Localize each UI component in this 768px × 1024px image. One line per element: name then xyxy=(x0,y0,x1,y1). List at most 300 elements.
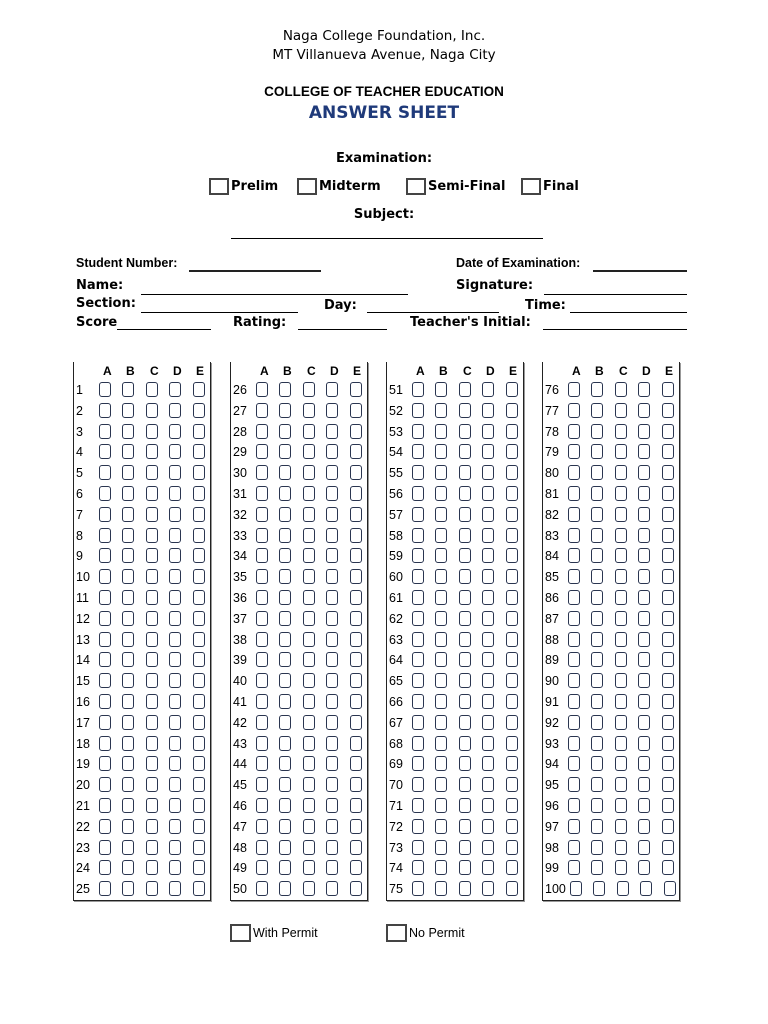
answer-bubble-c[interactable] xyxy=(615,777,627,792)
answer-bubble-b[interactable] xyxy=(591,507,603,522)
answer-bubble-c[interactable] xyxy=(146,403,158,418)
answer-bubble-b[interactable] xyxy=(435,652,447,667)
answer-bubble-e[interactable] xyxy=(506,611,518,626)
answer-bubble-d[interactable] xyxy=(326,715,338,730)
answer-bubble-e[interactable] xyxy=(350,465,362,480)
answer-bubble-e[interactable] xyxy=(193,569,205,584)
answer-bubble-d[interactable] xyxy=(638,632,650,647)
answer-bubble-b[interactable] xyxy=(591,632,603,647)
answer-bubble-b[interactable] xyxy=(591,403,603,418)
answer-bubble-a[interactable] xyxy=(412,673,424,688)
answer-bubble-c[interactable] xyxy=(303,528,315,543)
answer-bubble-c[interactable] xyxy=(146,840,158,855)
answer-bubble-b[interactable] xyxy=(122,694,134,709)
answer-bubble-b[interactable] xyxy=(122,486,134,501)
answer-bubble-b[interactable] xyxy=(435,465,447,480)
answer-bubble-a[interactable] xyxy=(568,569,580,584)
answer-bubble-b[interactable] xyxy=(122,860,134,875)
answer-bubble-a[interactable] xyxy=(412,569,424,584)
answer-bubble-b[interactable] xyxy=(435,860,447,875)
answer-bubble-a[interactable] xyxy=(412,632,424,647)
answer-bubble-d[interactable] xyxy=(326,840,338,855)
answer-bubble-c[interactable] xyxy=(615,819,627,834)
answer-bubble-e[interactable] xyxy=(193,548,205,563)
answer-bubble-a[interactable] xyxy=(412,382,424,397)
exam-option-semi-final[interactable] xyxy=(406,178,505,195)
answer-bubble-c[interactable] xyxy=(303,486,315,501)
answer-bubble-a[interactable] xyxy=(568,382,580,397)
answer-bubble-a[interactable] xyxy=(412,548,424,563)
answer-bubble-d[interactable] xyxy=(169,881,181,896)
answer-bubble-b[interactable] xyxy=(279,840,291,855)
answer-bubble-a[interactable] xyxy=(568,860,580,875)
answer-bubble-c[interactable] xyxy=(146,652,158,667)
answer-bubble-a[interactable] xyxy=(99,632,111,647)
answer-bubble-b[interactable] xyxy=(435,819,447,834)
answer-bubble-b[interactable] xyxy=(591,465,603,480)
answer-bubble-b[interactable] xyxy=(591,756,603,771)
answer-bubble-d[interactable] xyxy=(326,528,338,543)
answer-bubble-a[interactable] xyxy=(99,590,111,605)
answer-bubble-d[interactable] xyxy=(482,382,494,397)
answer-bubble-c[interactable] xyxy=(303,590,315,605)
answer-bubble-c[interactable] xyxy=(303,382,315,397)
answer-bubble-c[interactable] xyxy=(146,548,158,563)
answer-bubble-d[interactable] xyxy=(169,403,181,418)
answer-bubble-a[interactable] xyxy=(256,777,268,792)
answer-bubble-c[interactable] xyxy=(459,673,471,688)
answer-bubble-e[interactable] xyxy=(506,756,518,771)
answer-bubble-c[interactable] xyxy=(303,756,315,771)
answer-bubble-d[interactable] xyxy=(482,860,494,875)
answer-bubble-a[interactable] xyxy=(412,444,424,459)
answer-bubble-a[interactable] xyxy=(568,819,580,834)
answer-bubble-d[interactable] xyxy=(482,673,494,688)
answer-bubble-a[interactable] xyxy=(99,465,111,480)
answer-bubble-b[interactable] xyxy=(279,382,291,397)
answer-bubble-a[interactable] xyxy=(412,465,424,480)
answer-bubble-d[interactable] xyxy=(638,507,650,522)
checkbox-icon[interactable] xyxy=(521,178,541,195)
answer-bubble-a[interactable] xyxy=(256,569,268,584)
answer-bubble-e[interactable] xyxy=(350,798,362,813)
answer-bubble-d[interactable] xyxy=(638,860,650,875)
answer-bubble-e[interactable] xyxy=(662,756,674,771)
answer-bubble-e[interactable] xyxy=(193,819,205,834)
answer-bubble-a[interactable] xyxy=(412,403,424,418)
answer-bubble-a[interactable] xyxy=(568,777,580,792)
answer-bubble-c[interactable] xyxy=(615,652,627,667)
answer-bubble-a[interactable] xyxy=(256,507,268,522)
answer-bubble-d[interactable] xyxy=(638,424,650,439)
answer-bubble-e[interactable] xyxy=(506,881,518,896)
answer-bubble-a[interactable] xyxy=(99,819,111,834)
answer-bubble-a[interactable] xyxy=(99,756,111,771)
answer-bubble-c[interactable] xyxy=(615,694,627,709)
answer-bubble-e[interactable] xyxy=(506,444,518,459)
answer-bubble-d[interactable] xyxy=(638,840,650,855)
answer-bubble-c[interactable] xyxy=(303,715,315,730)
answer-bubble-a[interactable] xyxy=(99,777,111,792)
answer-bubble-e[interactable] xyxy=(662,569,674,584)
answer-bubble-b[interactable] xyxy=(435,424,447,439)
answer-bubble-d[interactable] xyxy=(638,777,650,792)
answer-bubble-d[interactable] xyxy=(326,382,338,397)
answer-bubble-d[interactable] xyxy=(482,507,494,522)
answer-bubble-b[interactable] xyxy=(435,736,447,751)
answer-bubble-b[interactable] xyxy=(122,881,134,896)
answer-bubble-e[interactable] xyxy=(193,756,205,771)
answer-bubble-a[interactable] xyxy=(412,756,424,771)
answer-bubble-e[interactable] xyxy=(662,860,674,875)
answer-bubble-d[interactable] xyxy=(169,736,181,751)
answer-bubble-e[interactable] xyxy=(506,548,518,563)
answer-bubble-d[interactable] xyxy=(482,777,494,792)
answer-bubble-d[interactable] xyxy=(638,694,650,709)
answer-bubble-b[interactable] xyxy=(279,756,291,771)
answer-bubble-b[interactable] xyxy=(435,673,447,688)
answer-bubble-e[interactable] xyxy=(506,652,518,667)
answer-bubble-a[interactable] xyxy=(256,486,268,501)
answer-bubble-c[interactable] xyxy=(303,403,315,418)
answer-bubble-c[interactable] xyxy=(146,881,158,896)
answer-bubble-e[interactable] xyxy=(193,860,205,875)
no-permit-option[interactable] xyxy=(386,924,465,942)
answer-bubble-c[interactable] xyxy=(615,860,627,875)
answer-bubble-c[interactable] xyxy=(459,528,471,543)
answer-bubble-b[interactable] xyxy=(122,507,134,522)
answer-bubble-e[interactable] xyxy=(350,840,362,855)
with-permit-option[interactable] xyxy=(230,924,318,942)
answer-bubble-b[interactable] xyxy=(279,424,291,439)
answer-bubble-d[interactable] xyxy=(169,444,181,459)
answer-bubble-a[interactable] xyxy=(568,403,580,418)
answer-bubble-e[interactable] xyxy=(506,715,518,730)
answer-bubble-d[interactable] xyxy=(169,382,181,397)
answer-bubble-e[interactable] xyxy=(350,507,362,522)
answer-bubble-a[interactable] xyxy=(99,673,111,688)
answer-bubble-d[interactable] xyxy=(326,590,338,605)
answer-bubble-e[interactable] xyxy=(193,382,205,397)
answer-bubble-d[interactable] xyxy=(638,403,650,418)
answer-bubble-e[interactable] xyxy=(506,424,518,439)
answer-bubble-a[interactable] xyxy=(568,736,580,751)
answer-bubble-b[interactable] xyxy=(279,569,291,584)
answer-bubble-e[interactable] xyxy=(350,819,362,834)
answer-bubble-b[interactable] xyxy=(279,881,291,896)
answer-bubble-d[interactable] xyxy=(326,819,338,834)
answer-bubble-d[interactable] xyxy=(482,840,494,855)
answer-bubble-e[interactable] xyxy=(662,444,674,459)
answer-bubble-e[interactable] xyxy=(193,528,205,543)
answer-bubble-c[interactable] xyxy=(615,840,627,855)
answer-bubble-b[interactable] xyxy=(435,444,447,459)
answer-bubble-a[interactable] xyxy=(568,798,580,813)
answer-bubble-e[interactable] xyxy=(662,548,674,563)
answer-bubble-e[interactable] xyxy=(350,777,362,792)
answer-bubble-b[interactable] xyxy=(435,777,447,792)
answer-bubble-d[interactable] xyxy=(482,756,494,771)
answer-bubble-c[interactable] xyxy=(459,819,471,834)
answer-bubble-c[interactable] xyxy=(146,507,158,522)
answer-bubble-d[interactable] xyxy=(326,632,338,647)
answer-bubble-d[interactable] xyxy=(169,777,181,792)
answer-bubble-b[interactable] xyxy=(435,840,447,855)
answer-bubble-c[interactable] xyxy=(459,590,471,605)
answer-bubble-d[interactable] xyxy=(638,486,650,501)
answer-bubble-b[interactable] xyxy=(591,694,603,709)
answer-bubble-a[interactable] xyxy=(412,777,424,792)
answer-bubble-b[interactable] xyxy=(122,756,134,771)
answer-bubble-a[interactable] xyxy=(412,819,424,834)
answer-bubble-b[interactable] xyxy=(122,777,134,792)
answer-bubble-b[interactable] xyxy=(279,590,291,605)
answer-bubble-b[interactable] xyxy=(591,590,603,605)
name-line[interactable] xyxy=(141,294,408,295)
answer-bubble-d[interactable] xyxy=(638,652,650,667)
answer-bubble-e[interactable] xyxy=(193,777,205,792)
answer-bubble-c[interactable] xyxy=(303,736,315,751)
answer-bubble-c[interactable] xyxy=(459,881,471,896)
answer-bubble-a[interactable] xyxy=(568,528,580,543)
answer-bubble-d[interactable] xyxy=(326,777,338,792)
answer-bubble-e[interactable] xyxy=(662,819,674,834)
answer-bubble-b[interactable] xyxy=(435,507,447,522)
answer-bubble-a[interactable] xyxy=(256,652,268,667)
answer-bubble-b[interactable] xyxy=(591,777,603,792)
answer-bubble-a[interactable] xyxy=(256,465,268,480)
answer-bubble-d[interactable] xyxy=(482,548,494,563)
answer-bubble-b[interactable] xyxy=(591,569,603,584)
answer-bubble-c[interactable] xyxy=(146,756,158,771)
answer-bubble-b[interactable] xyxy=(279,403,291,418)
exam-option-final[interactable] xyxy=(521,178,579,195)
answer-bubble-e[interactable] xyxy=(350,756,362,771)
answer-bubble-d[interactable] xyxy=(638,444,650,459)
answer-bubble-d[interactable] xyxy=(638,465,650,480)
answer-bubble-d[interactable] xyxy=(326,465,338,480)
answer-bubble-a[interactable] xyxy=(568,548,580,563)
answer-bubble-c[interactable] xyxy=(459,632,471,647)
answer-bubble-e[interactable] xyxy=(193,652,205,667)
checkbox-icon[interactable] xyxy=(386,924,407,942)
answer-bubble-d[interactable] xyxy=(638,611,650,626)
answer-bubble-d[interactable] xyxy=(638,756,650,771)
answer-bubble-b[interactable] xyxy=(122,652,134,667)
answer-bubble-e[interactable] xyxy=(193,507,205,522)
answer-bubble-d[interactable] xyxy=(169,507,181,522)
answer-bubble-a[interactable] xyxy=(412,694,424,709)
answer-bubble-b[interactable] xyxy=(122,819,134,834)
answer-bubble-d[interactable] xyxy=(169,673,181,688)
answer-bubble-c[interactable] xyxy=(615,465,627,480)
answer-bubble-a[interactable] xyxy=(568,444,580,459)
answer-bubble-c[interactable] xyxy=(303,673,315,688)
answer-bubble-e[interactable] xyxy=(350,715,362,730)
answer-bubble-e[interactable] xyxy=(350,881,362,896)
answer-bubble-c[interactable] xyxy=(615,569,627,584)
answer-bubble-a[interactable] xyxy=(99,424,111,439)
answer-bubble-d[interactable] xyxy=(326,444,338,459)
answer-bubble-a[interactable] xyxy=(256,715,268,730)
answer-bubble-a[interactable] xyxy=(412,590,424,605)
answer-bubble-c[interactable] xyxy=(146,777,158,792)
answer-bubble-c[interactable] xyxy=(459,652,471,667)
answer-bubble-a[interactable] xyxy=(256,590,268,605)
answer-bubble-a[interactable] xyxy=(412,424,424,439)
answer-bubble-d[interactable] xyxy=(482,632,494,647)
answer-bubble-b[interactable] xyxy=(279,465,291,480)
answer-bubble-b[interactable] xyxy=(279,673,291,688)
answer-bubble-d[interactable] xyxy=(482,465,494,480)
answer-bubble-e[interactable] xyxy=(350,652,362,667)
answer-bubble-a[interactable] xyxy=(256,736,268,751)
answer-bubble-d[interactable] xyxy=(169,465,181,480)
answer-bubble-a[interactable] xyxy=(256,819,268,834)
answer-bubble-a[interactable] xyxy=(568,652,580,667)
answer-bubble-c[interactable] xyxy=(303,694,315,709)
answer-bubble-a[interactable] xyxy=(99,736,111,751)
answer-bubble-c[interactable] xyxy=(459,382,471,397)
answer-bubble-c[interactable] xyxy=(615,424,627,439)
answer-bubble-a[interactable] xyxy=(256,403,268,418)
answer-bubble-b[interactable] xyxy=(591,528,603,543)
answer-bubble-c[interactable] xyxy=(615,611,627,626)
answer-bubble-d[interactable] xyxy=(482,881,494,896)
answer-bubble-e[interactable] xyxy=(662,694,674,709)
answer-bubble-b[interactable] xyxy=(122,569,134,584)
answer-bubble-e[interactable] xyxy=(506,382,518,397)
answer-bubble-e[interactable] xyxy=(506,673,518,688)
answer-bubble-e[interactable] xyxy=(193,590,205,605)
answer-bubble-b[interactable] xyxy=(279,652,291,667)
answer-bubble-c[interactable] xyxy=(146,465,158,480)
answer-bubble-c[interactable] xyxy=(459,840,471,855)
answer-bubble-c[interactable] xyxy=(303,548,315,563)
answer-bubble-d[interactable] xyxy=(482,819,494,834)
answer-bubble-c[interactable] xyxy=(615,673,627,688)
answer-bubble-d[interactable] xyxy=(169,528,181,543)
answer-bubble-e[interactable] xyxy=(506,569,518,584)
answer-bubble-d[interactable] xyxy=(326,756,338,771)
answer-bubble-e[interactable] xyxy=(662,507,674,522)
answer-bubble-a[interactable] xyxy=(570,881,582,896)
answer-bubble-a[interactable] xyxy=(99,881,111,896)
answer-bubble-c[interactable] xyxy=(303,652,315,667)
answer-bubble-d[interactable] xyxy=(638,715,650,730)
answer-bubble-b[interactable] xyxy=(279,507,291,522)
answer-bubble-c[interactable] xyxy=(146,486,158,501)
answer-bubble-b[interactable] xyxy=(591,424,603,439)
answer-bubble-d[interactable] xyxy=(169,590,181,605)
answer-bubble-e[interactable] xyxy=(664,881,676,896)
answer-bubble-e[interactable] xyxy=(662,673,674,688)
answer-bubble-b[interactable] xyxy=(122,798,134,813)
answer-bubble-a[interactable] xyxy=(256,632,268,647)
answer-bubble-c[interactable] xyxy=(303,569,315,584)
answer-bubble-e[interactable] xyxy=(193,424,205,439)
answer-bubble-d[interactable] xyxy=(482,611,494,626)
answer-bubble-c[interactable] xyxy=(615,548,627,563)
answer-bubble-d[interactable] xyxy=(326,736,338,751)
answer-bubble-d[interactable] xyxy=(482,590,494,605)
answer-bubble-d[interactable] xyxy=(638,819,650,834)
answer-bubble-b[interactable] xyxy=(435,590,447,605)
answer-bubble-e[interactable] xyxy=(350,860,362,875)
answer-bubble-c[interactable] xyxy=(303,465,315,480)
answer-bubble-c[interactable] xyxy=(459,611,471,626)
answer-bubble-b[interactable] xyxy=(279,611,291,626)
answer-bubble-b[interactable] xyxy=(591,382,603,397)
checkbox-icon[interactable] xyxy=(406,178,426,195)
answer-bubble-e[interactable] xyxy=(662,652,674,667)
answer-bubble-d[interactable] xyxy=(326,424,338,439)
answer-bubble-e[interactable] xyxy=(662,528,674,543)
answer-bubble-c[interactable] xyxy=(615,798,627,813)
answer-bubble-a[interactable] xyxy=(99,652,111,667)
answer-bubble-e[interactable] xyxy=(662,590,674,605)
signature-line[interactable] xyxy=(544,294,687,295)
answer-bubble-d[interactable] xyxy=(326,694,338,709)
date-of-exam-line[interactable] xyxy=(593,270,687,272)
answer-bubble-e[interactable] xyxy=(350,403,362,418)
answer-bubble-b[interactable] xyxy=(279,444,291,459)
answer-bubble-d[interactable] xyxy=(326,860,338,875)
answer-bubble-a[interactable] xyxy=(412,736,424,751)
answer-bubble-d[interactable] xyxy=(482,424,494,439)
answer-bubble-a[interactable] xyxy=(568,756,580,771)
answer-bubble-a[interactable] xyxy=(568,465,580,480)
answer-bubble-a[interactable] xyxy=(568,715,580,730)
answer-bubble-d[interactable] xyxy=(482,715,494,730)
answer-bubble-e[interactable] xyxy=(193,840,205,855)
answer-bubble-c[interactable] xyxy=(459,403,471,418)
answer-bubble-c[interactable] xyxy=(459,424,471,439)
answer-bubble-c[interactable] xyxy=(615,736,627,751)
checkbox-icon[interactable] xyxy=(297,178,317,195)
answer-bubble-e[interactable] xyxy=(662,465,674,480)
answer-bubble-a[interactable] xyxy=(99,382,111,397)
answer-bubble-e[interactable] xyxy=(506,632,518,647)
answer-bubble-c[interactable] xyxy=(615,403,627,418)
answer-bubble-e[interactable] xyxy=(662,486,674,501)
answer-bubble-e[interactable] xyxy=(350,528,362,543)
answer-bubble-d[interactable] xyxy=(169,715,181,730)
answer-bubble-c[interactable] xyxy=(303,840,315,855)
answer-bubble-e[interactable] xyxy=(193,465,205,480)
answer-bubble-d[interactable] xyxy=(326,673,338,688)
answer-bubble-a[interactable] xyxy=(568,611,580,626)
answer-bubble-d[interactable] xyxy=(482,652,494,667)
answer-bubble-e[interactable] xyxy=(506,694,518,709)
answer-bubble-d[interactable] xyxy=(169,652,181,667)
answer-bubble-c[interactable] xyxy=(459,507,471,522)
answer-bubble-b[interactable] xyxy=(591,840,603,855)
answer-bubble-a[interactable] xyxy=(412,507,424,522)
answer-bubble-c[interactable] xyxy=(146,444,158,459)
answer-bubble-b[interactable] xyxy=(591,486,603,501)
answer-bubble-a[interactable] xyxy=(256,382,268,397)
answer-bubble-d[interactable] xyxy=(482,403,494,418)
score-line[interactable] xyxy=(117,329,211,330)
answer-bubble-d[interactable] xyxy=(326,881,338,896)
answer-bubble-c[interactable] xyxy=(459,777,471,792)
answer-bubble-c[interactable] xyxy=(615,756,627,771)
answer-bubble-e[interactable] xyxy=(350,424,362,439)
answer-bubble-d[interactable] xyxy=(169,486,181,501)
checkbox-icon[interactable] xyxy=(230,924,251,942)
answer-bubble-b[interactable] xyxy=(591,611,603,626)
